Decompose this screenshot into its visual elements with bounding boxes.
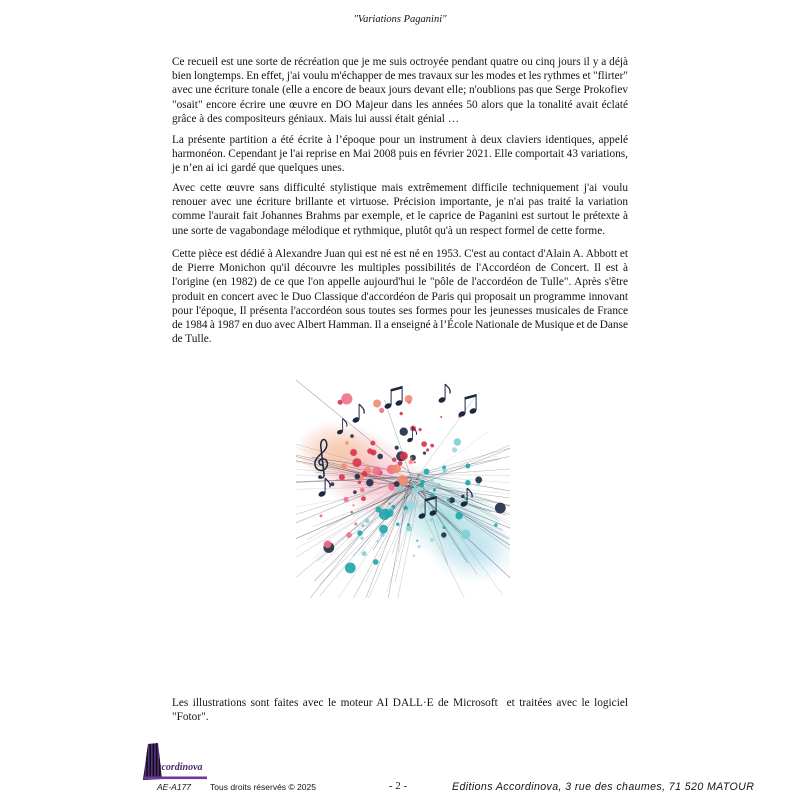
dot [424, 469, 430, 475]
dot [403, 506, 407, 510]
dot [345, 563, 356, 574]
paragraph-line: de 1984 à 1987 en duo avec Albert Hamman. Il a enseigné à l’École Nationale de Musique et de Danse [172, 319, 628, 332]
dot [410, 457, 412, 459]
dot [370, 441, 375, 446]
dot [421, 441, 427, 447]
beamed-notes-icon [384, 386, 404, 410]
dot [461, 530, 471, 540]
paragraph-line: Avec cette œuvre sans difficulté stylistique mais extrêmement difficile techniquement j'ai voulu [172, 182, 628, 194]
logo-wordmark: ccordinova [157, 762, 203, 773]
dot [339, 474, 345, 480]
dot [362, 551, 367, 556]
dot [430, 519, 433, 522]
paragraph-line: l'origine (en 1982) de ce que l'on appelle aujourd'hui le "pôle de l'accordéon de Tulle". Après s'être [172, 276, 628, 289]
dot [416, 540, 418, 542]
eighth-note-icon [438, 384, 450, 404]
dot [423, 452, 426, 455]
dot [361, 496, 366, 501]
dot [396, 523, 399, 526]
dot [362, 471, 367, 476]
dot [353, 490, 357, 494]
dot [431, 479, 434, 482]
dot [426, 448, 429, 451]
paragraph-line: je n’en ai ici gardé que quelques unes. [172, 162, 345, 175]
dot [373, 400, 381, 408]
dot [427, 486, 431, 490]
paragraph-line: "osait" encore écrire une œuvre en DO Majeur dans les années 50 alors que la tonalité avait éclaté [172, 98, 628, 111]
paragraph-line: Ce recueil est une sorte de récréation que je me suis octroyée pendant quatre ou cinq jours il y a déjà [172, 56, 628, 68]
dot [413, 483, 417, 487]
dot [441, 532, 446, 537]
eighth-note-icon [352, 404, 364, 424]
dot [360, 537, 363, 540]
dot [406, 526, 412, 532]
paragraph-line: comme l'aurait fait Johannes Brahms par exemple, et le caprice de Paganini est surtout le prétexte à [172, 210, 628, 223]
dot [392, 464, 401, 473]
accordinova-logo [139, 743, 211, 781]
dot [430, 538, 434, 542]
dot [331, 482, 335, 486]
dot [400, 428, 408, 436]
dot [379, 525, 388, 534]
paragraph-dedication [172, 247, 628, 346]
paragraph-line: grâce à des compositeurs géniaux. Mais lui aussi était génial … [172, 112, 460, 125]
paragraph-line: de Pierre Monichon qu'il découvre les multiples possibilités de l'Accordéon de Concert. Il est à [172, 262, 628, 275]
dot [375, 507, 381, 513]
dot [412, 488, 419, 495]
paragraph-line: Cette pièce est dédié à Alexandre Juan qui est né est né en 1953. C'est au contact d'Alain A. Abbott et [172, 248, 628, 260]
dot [454, 438, 461, 445]
dot [367, 448, 373, 454]
dot [377, 454, 383, 460]
dot [419, 428, 422, 431]
catalog-code: AE-A177 [157, 782, 192, 792]
dot [406, 510, 410, 514]
logo-underline [143, 777, 207, 780]
dot [433, 489, 436, 492]
running-header: "Variations Paganini" [353, 14, 447, 25]
dot [407, 500, 417, 510]
paragraph-line: harmonéon. Cependant je l'ai reprise en Mai 2008 puis en février 2021. Elle comportait 43 variations, [172, 148, 628, 161]
paragraph-intro [172, 55, 628, 126]
dot [353, 458, 362, 467]
dot [443, 469, 447, 473]
dot [373, 559, 379, 565]
dot [341, 393, 352, 404]
music-illustration [296, 380, 510, 598]
dot [379, 408, 384, 413]
dot [465, 480, 471, 486]
dot [350, 449, 357, 456]
paragraph-style [172, 181, 628, 238]
dot [366, 479, 373, 486]
paragraph-line: La présente partition a été écrite à l’époque pour un instrument à deux claviers identiques, appelé [172, 134, 628, 146]
ray-line [406, 456, 498, 475]
dot [465, 464, 470, 469]
paragraph-line: de Tulle. [172, 333, 212, 346]
paragraph-line: produit en concert avec le Duo Classique d'accordéon de Paris qui proposait un programme innovant [172, 290, 628, 303]
paragraph-line: avec une écriture tonale (elle a encore de beaux jours devant elle; n'oublions pas que Serge Prokofiev [172, 84, 628, 97]
dot [344, 497, 349, 502]
paragraph-line: bien longtemps. En effet, j'ai voulu m'échapper de mes travaux sur les modes et les rythmes et "flirter" [172, 70, 628, 83]
dot [351, 511, 353, 513]
credit-line: "Fotor". [172, 711, 209, 724]
dot [408, 401, 411, 404]
paragraph-line: renouer avec une écriture brillante et virtuose. Précision importante, je n'ai pas traité la variation [172, 196, 628, 209]
dot [430, 444, 434, 448]
dot [373, 467, 382, 476]
dot [420, 503, 425, 508]
dot [360, 488, 365, 493]
credit-line: Les illustrations sont faites avec le moteur AI DALL·E de Microsoft et traitées avec le logiciel [172, 697, 628, 709]
dot [355, 474, 361, 480]
dot [414, 461, 416, 463]
publisher-address: Editions Accordinova, 3 rue des chaumes, 71 520 MATOUR [452, 781, 755, 793]
paragraph-line: une sorte de vagabondage mélodique et rythmique, plutôt qu'à un respect formel de cette forme. [172, 224, 606, 237]
dot [440, 416, 442, 418]
dot [324, 540, 332, 548]
dot [495, 503, 506, 514]
dot [409, 460, 413, 464]
dot [350, 434, 354, 438]
dot [443, 526, 446, 529]
dot [361, 524, 364, 527]
dot [455, 512, 462, 519]
copyright-notice: Tous droits réservés © 2025 [210, 782, 316, 792]
dot [413, 555, 415, 557]
dot [358, 481, 362, 485]
dot [400, 452, 408, 460]
dot [452, 447, 457, 452]
paragraph-history [172, 133, 628, 176]
dot [475, 476, 482, 483]
dot [461, 495, 465, 499]
dot [388, 484, 395, 491]
dot [421, 480, 425, 484]
dot [357, 530, 362, 535]
dot [400, 412, 403, 415]
dot [494, 523, 498, 527]
dot [391, 505, 395, 509]
dot [437, 483, 440, 486]
illustration-credit [172, 696, 628, 724]
dot [395, 446, 399, 450]
dot [392, 458, 396, 462]
dot [346, 532, 352, 538]
paragraph-line: pour l'époque, Il présenta l'accordéon sous toutes ses formes pour les jeunesses musicales de France [172, 304, 628, 317]
dot [388, 502, 390, 504]
dot [320, 514, 323, 517]
dot [341, 463, 346, 468]
page-number: - 2 - [388, 780, 408, 792]
dot [352, 504, 354, 506]
dot [345, 441, 348, 444]
dot [418, 545, 421, 548]
dot [377, 540, 379, 542]
dot [447, 498, 450, 501]
dot [365, 519, 369, 523]
dot [354, 523, 357, 526]
